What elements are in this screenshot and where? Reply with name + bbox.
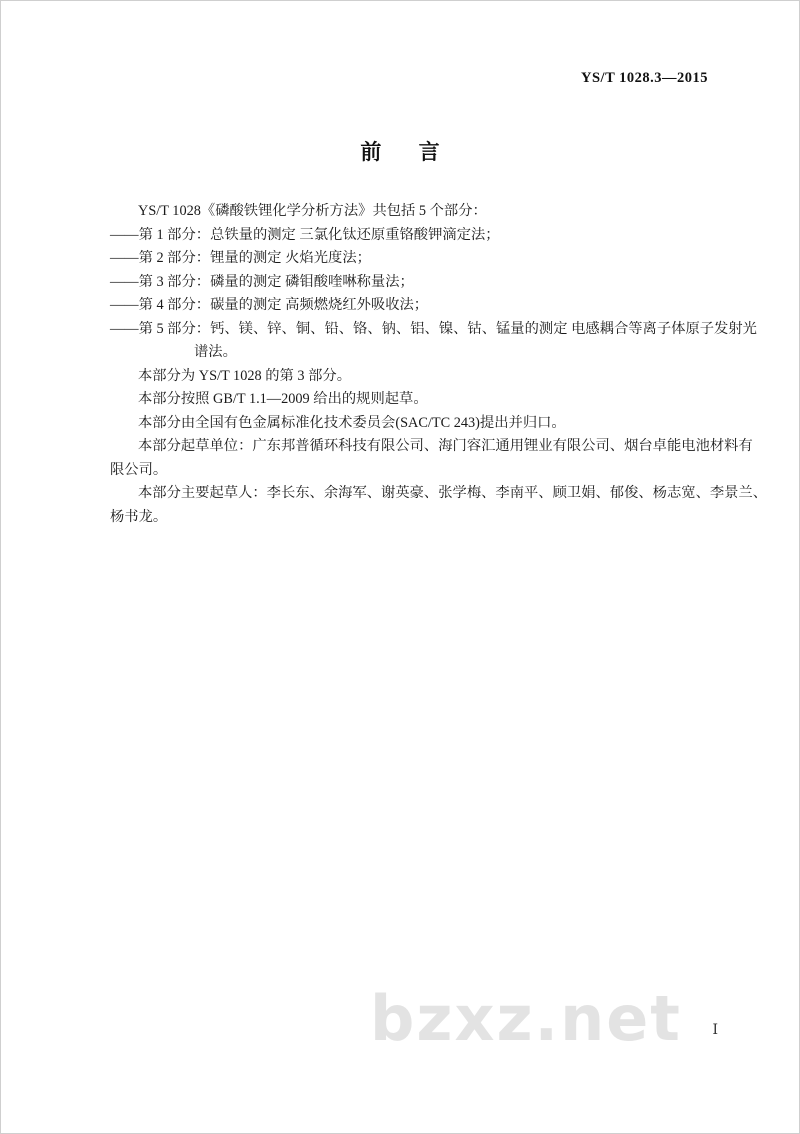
intro-line: YS/T 1028《磷酸铁锂化学分析方法》共包括 5 个部分： bbox=[138, 203, 487, 219]
header-standard-code: YS/T 1028.3—2015 bbox=[581, 70, 708, 86]
part-item-3: ——第 3 部分：磷量的测定 磷钼酸喹啉称量法； bbox=[110, 273, 414, 290]
page-title: 前 言 bbox=[360, 140, 456, 164]
part-item-5: ——第 5 部分：钙、镁、锌、铜、铅、铬、钠、铝、镍、钴、锰量的测定 电感耦合等离子体原子发射光 bbox=[110, 320, 757, 337]
page-number: Ⅰ bbox=[712, 1023, 718, 1038]
drafting-units-line-1: 本部分起草单位：广东邦普循环科技有限公司、海门容汇通用锂业有限公司、烟台卓能电池材料有 bbox=[138, 438, 753, 454]
part-item-1: ——第 1 部分：总铁量的测定 三氯化钛还原重铬酸钾滴定法； bbox=[110, 226, 500, 243]
drafting-people-line-2: 杨书龙。 bbox=[110, 508, 168, 525]
drafting-units-line-2: 限公司。 bbox=[110, 461, 168, 478]
watermark-text: bzxz.net bbox=[370, 982, 682, 1055]
statement-drafting-rule: 本部分按照 GB/T 1.1—2009 给出的规则起草。 bbox=[138, 391, 428, 407]
statement-part-number: 本部分为 YS/T 1028 的第 3 部分。 bbox=[138, 367, 352, 384]
statement-issuing-committee: 本部分由全国有色金属标准化技术委员会(SAC/TC 243)提出并归口。 bbox=[138, 414, 566, 431]
part-item-2: ——第 2 部分：锂量的测定 火焰光度法； bbox=[110, 250, 371, 266]
part-item-5-continuation: 谱法。 bbox=[194, 344, 237, 360]
part-item-4: ——第 4 部分：碳量的测定 高频燃烧红外吸收法； bbox=[110, 297, 429, 313]
foreword-body bbox=[110, 200, 768, 529]
drafting-people-line-1: 本部分主要起草人：李长东、余海军、谢英豪、张学梅、李南平、顾卫娟、郁俊、杨志宽、李景兰、 bbox=[138, 485, 768, 501]
